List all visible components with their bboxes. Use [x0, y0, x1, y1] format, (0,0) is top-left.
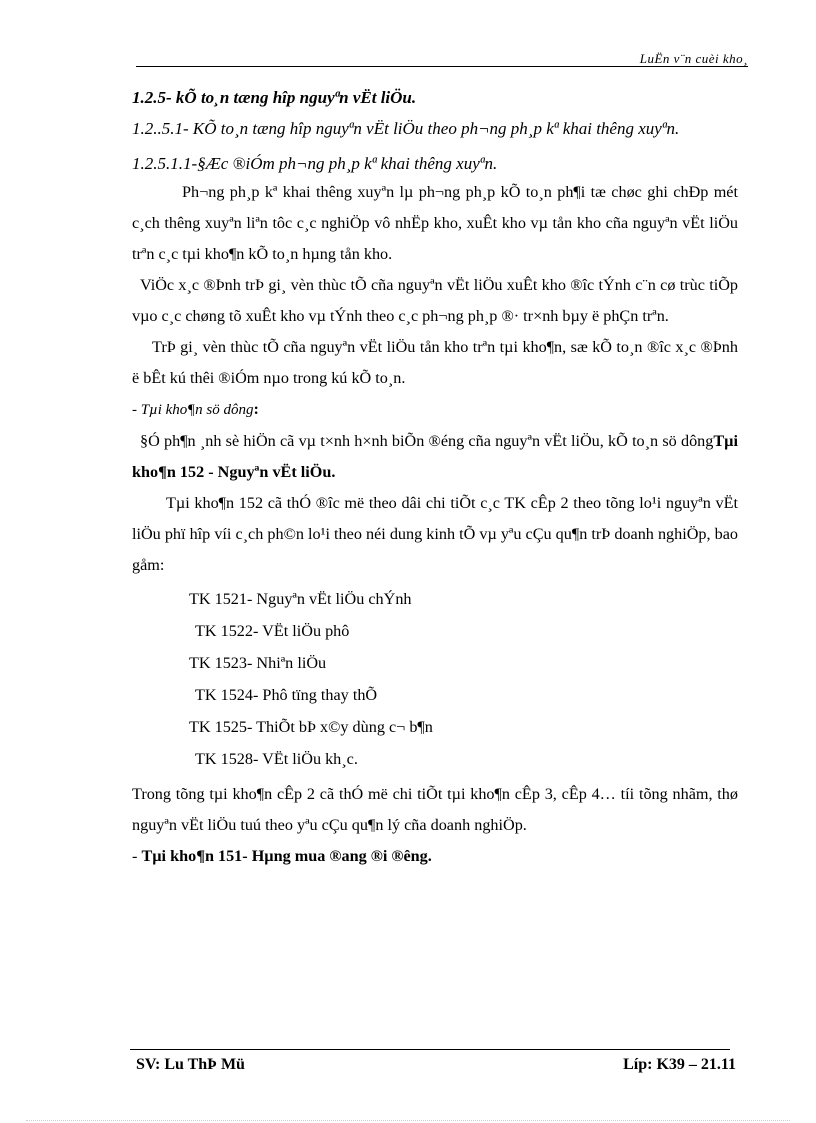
paragraph-1: Ph¬ng ph¸p kª khai thêng xuyªn lµ ph¬ng ph¸p kÕ to¸n ph¶i tæ chøc ghi chÐp mét c¸ch thêng xuyªn liªn tôc c¸c nghiÖp vô nhËp kho, xuÊt kho vµ tån kho cña nguyªn vËt liÖu trªn c¸c tµi kho¶n kÕ to¸n hµng tån kho.: [132, 183, 738, 263]
footer-rule: [130, 1049, 730, 1050]
footer-class: Líp: K39 – 21.11: [623, 1056, 736, 1073]
accounts-label: Tµi kho¶n sö dông: [140, 402, 254, 418]
account-151-title: Tµi kho¶n 151- Hµng mua ®ang ®i ®êng.: [141, 847, 432, 865]
paragraph-4: [132, 426, 738, 488]
subsection-subtitle: 1.2.5.1.1-§Æc ®iÓm ph¬ng ph¸p kª khai thêng xuyªn.: [132, 154, 498, 173]
account-152-title: Tµi kho¶n 152 - Nguyªn vËt liÖu.: [132, 432, 738, 481]
page-edge-divider: [26, 1120, 790, 1121]
header-rule: [136, 66, 748, 67]
paragraph-4-text: §Ó ph¶n ¸nh sè hiÖn cã vµ t×nh h×nh biÕn ®éng cña nguyªn vËt liÖu, kÕ to¸n sö dông: [140, 432, 714, 450]
account-151-line: [132, 841, 738, 872]
accounts-label-prefix: -: [132, 402, 141, 418]
tk-list-item: TK 1521- Nguyªn vËt liÖu chÝnh: [189, 590, 412, 608]
subsection-title: 1.2..5.1- KÕ to¸n tæng hîp nguyªn vËt liÖu theo ph¬ng ph¸p kª khai thêng xuyªn.: [132, 119, 680, 138]
paragraph-6: Trong tõng tµi kho¶n cÊp 2 cã thÓ më chi tiÕt tµi kho¶n cÊp 3, cÊp 4… tíi tõng nhãm, thø nguyªn vËt liÖu tuú theo yªu cÇu qu¶n lý cña doanh nghiÖp.: [132, 785, 738, 834]
paragraph-5: Tµi kho¶n 152 cã thÓ ®îc më theo dâi chi tiÕt c¸c TK cÊp 2 theo tõng lo¹i nguyªn vËt liÖu phï hîp víi c¸ch ph©n lo¹i theo néi dung kinh tÕ vµ yªu cÇu qu¶n trÞ doanh nghiÖp, bao gåm:: [132, 494, 738, 574]
tk-list-item: TK 1524- Phô tïng thay thÕ: [195, 686, 378, 704]
page-body: [132, 84, 738, 872]
running-header: LuËn v¨n cuèi kho¸: [639, 51, 748, 66]
tk-list-item: TK 1525- ThiÕt bÞ x©y dùng c¬ b¶n: [189, 718, 433, 736]
accounts-label-line: [132, 394, 738, 426]
section-title: 1.2.5- kÕ to¸n tæng hîp nguyªn vËt liÖu.: [132, 88, 417, 107]
footer-student: SV: Lu ThÞ Mü: [136, 1056, 245, 1073]
accounts-label-colon: :: [253, 400, 259, 418]
tk-list-item: TK 1523- Nhiªn liÖu: [189, 654, 327, 672]
paragraph-3: TrÞ gi¸ vèn thùc tÕ cña nguyªn vËt liÖu tån kho trªn tµi kho¶n, sæ kÕ to¸n ®îc x¸c ®Þnh ë bÊt kú thêi ®iÓm nµo trong kú kÕ to¸n.: [132, 338, 738, 387]
paragraph-2: ViÖc x¸c ®Þnh trÞ gi¸ vèn thùc tÕ cña nguyªn vËt liÖu xuÊt kho ®îc tÝnh c¨n cø trùc tiÕp vµo c¸c chøng tõ xuÊt kho vµ tÝnh theo c¸c ph¬ng ph¸p ®· tr×nh bµy ë phÇn trªn.: [132, 276, 738, 325]
tk-list: [132, 583, 738, 775]
account-151-prefix: -: [132, 847, 142, 865]
tk-list-item: TK 1522- VËt liÖu phô: [195, 622, 350, 640]
tk-list-item: TK 1528- VËt liÖu kh¸c.: [195, 750, 358, 768]
